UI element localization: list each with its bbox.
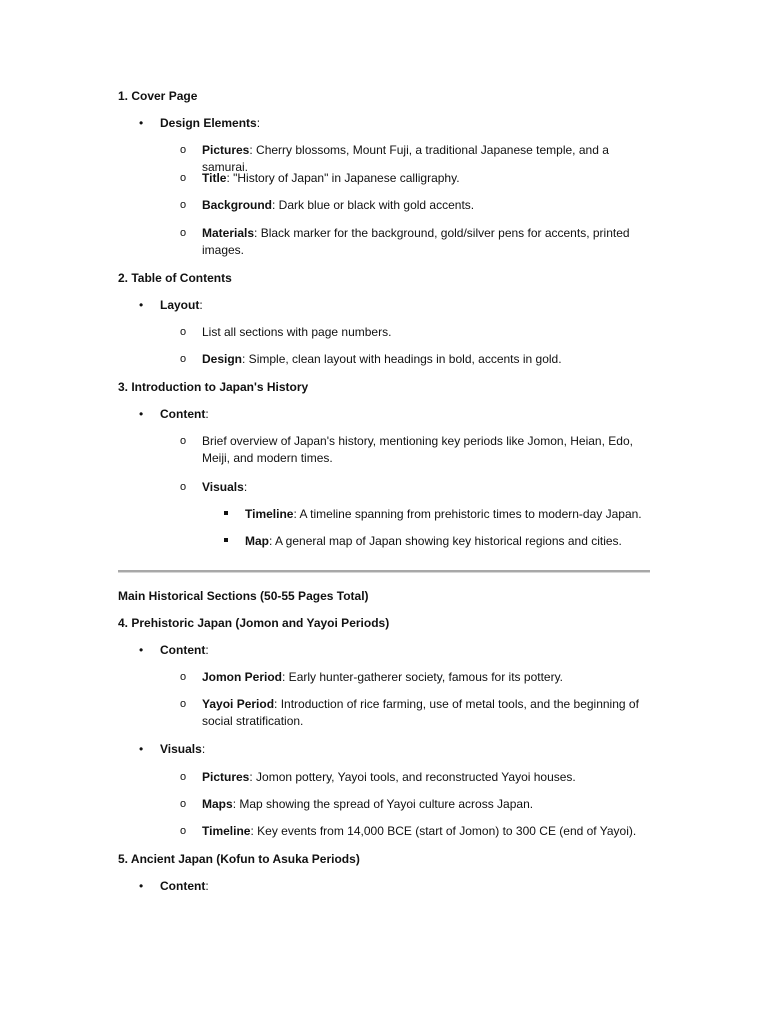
bullet-marker: •: [139, 116, 144, 130]
item-text: Brief overview of Japan's history, mentioning key periods like Jomon, Heian, Edo, Meiji, and modern times.: [202, 434, 633, 465]
circle-marker: o: [180, 199, 187, 211]
list-item-materials: [180, 225, 652, 259]
item-colon: :: [201, 742, 206, 756]
list-item-timeline: [245, 506, 642, 523]
list-item-content: [139, 878, 209, 895]
circle-marker: o: [180, 771, 187, 783]
item-colon: :: [199, 298, 203, 312]
list-item-map: [245, 533, 622, 550]
item-colon: :: [205, 643, 209, 657]
circle-marker: o: [180, 481, 187, 493]
item-label: Title: [202, 171, 227, 185]
square-bullet-icon: [224, 538, 228, 542]
item-text: : A timeline spanning from prehistoric times to modern-day Japan.: [293, 507, 642, 521]
square-bullet-icon: [224, 511, 228, 515]
list-item-overview: [180, 433, 652, 467]
item-label: Maps: [202, 797, 233, 811]
circle-marker: o: [180, 326, 187, 338]
item-label: Design Elements: [160, 116, 257, 130]
item-label: Timeline: [202, 824, 251, 838]
circle-marker: o: [180, 671, 187, 683]
section-heading-intro: 3. Introduction to Japan's History: [118, 380, 309, 394]
item-label: Content: [160, 643, 206, 657]
list-item-title: [180, 170, 652, 187]
bullet-marker: •: [139, 298, 144, 312]
item-colon: :: [243, 480, 248, 494]
list-item-list-sections: [180, 324, 652, 341]
list-item-visuals: [180, 479, 652, 496]
list-item-jomon: [180, 669, 652, 686]
item-colon: :: [256, 116, 261, 130]
item-text: : Early hunter-gatherer society, famous for its pottery.: [282, 670, 564, 684]
list-item-background: [180, 197, 652, 214]
circle-marker: o: [180, 227, 187, 239]
list-item-timeline: [180, 823, 652, 840]
item-label: Yayoi Period: [202, 697, 275, 711]
item-text: : Jomon pottery, Yayoi tools, and reconstructed Yayoi houses.: [249, 770, 576, 784]
list-item-visuals: [139, 741, 206, 758]
item-text: : "History of Japan" in Japanese calligraphy.: [226, 171, 460, 185]
item-text: : Key events from 14,000 BCE (start of Jomon) to 300 CE (end of Yayoi).: [250, 824, 637, 838]
item-text: : Introduction of rice farming, use of metal tools, and the beginning of social stratification.: [202, 697, 639, 728]
circle-marker: o: [180, 698, 187, 710]
item-label: Map: [245, 534, 269, 548]
item-text: : Map showing the spread of Yayoi culture across Japan.: [232, 797, 534, 811]
list-item-layout: [139, 297, 203, 314]
item-label: Materials: [202, 226, 255, 240]
item-text: : A general map of Japan showing key historical regions and cities.: [269, 534, 622, 548]
circle-marker: o: [180, 798, 187, 810]
list-item-pictures: [180, 769, 652, 786]
horizontal-divider: [118, 570, 650, 573]
bullet-marker: •: [139, 742, 144, 756]
circle-marker: o: [180, 435, 187, 447]
section-heading-prehistoric: 4. Prehistoric Japan (Jomon and Yayoi Periods): [118, 616, 390, 630]
item-label: Layout: [160, 298, 200, 312]
item-label: Jomon Period: [202, 670, 283, 684]
circle-marker: o: [180, 353, 187, 365]
bullet-marker: •: [139, 879, 144, 893]
item-text: : Black marker for the background, gold/silver pens for accents, printed images.: [202, 226, 630, 257]
item-text: : Cherry blossoms, Mount Fuji, a traditional Japanese temple, and a samurai.: [202, 143, 609, 174]
item-label: Background: [202, 198, 273, 212]
item-label: Content: [160, 879, 206, 893]
item-label: Pictures: [202, 143, 250, 157]
list-item-design-elements: [139, 115, 261, 132]
list-item-content: [139, 406, 209, 423]
item-label: Visuals: [202, 480, 244, 494]
list-item-design: [180, 351, 652, 368]
item-label: Pictures: [202, 770, 250, 784]
item-label: Timeline: [245, 507, 294, 521]
item-text: : Simple, clean layout with headings in bold, accents in gold.: [242, 352, 562, 366]
list-item-yayoi: [180, 696, 652, 730]
item-label: Visuals: [160, 742, 202, 756]
bullet-marker: •: [139, 407, 144, 421]
item-text: : Dark blue or black with gold accents.: [272, 198, 475, 212]
circle-marker: o: [180, 825, 187, 837]
item-label: Content: [160, 407, 206, 421]
item-colon: :: [205, 407, 209, 421]
section-heading-toc: 2. Table of Contents: [118, 271, 232, 285]
section-heading-main: Main Historical Sections (50-55 Pages Total): [118, 589, 369, 603]
circle-marker: o: [180, 144, 187, 156]
item-text: List all sections with page numbers.: [202, 325, 392, 339]
item-label: Design: [202, 352, 243, 366]
section-heading-ancient: 5. Ancient Japan (Kofun to Asuka Periods): [118, 852, 360, 866]
list-item-maps: [180, 796, 652, 813]
bullet-marker: •: [139, 643, 144, 657]
list-item-content: [139, 642, 209, 659]
circle-marker: o: [180, 172, 187, 184]
item-colon: :: [205, 879, 209, 893]
section-heading-cover: 1. Cover Page: [118, 89, 198, 103]
